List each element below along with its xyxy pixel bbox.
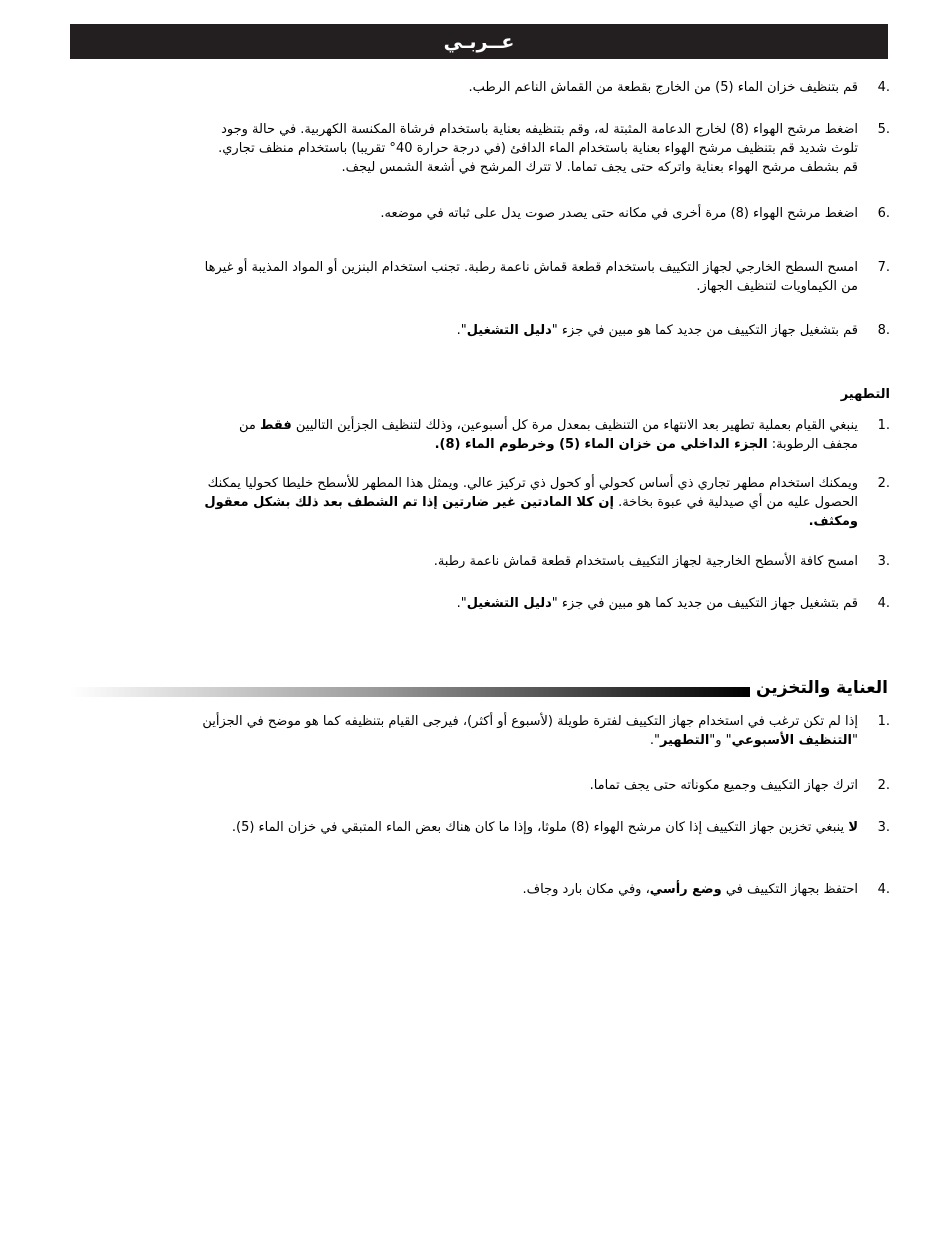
list-item <box>200 880 890 899</box>
language-title: عــربـي <box>443 30 515 53</box>
list-item-text: ينبغي القيام بعملية تطهير بعد الانتهاء من التنظيف بمعدل مرة كل أسبوعين، وذلك لتنظيف الجزأين التاليين فقط من مجفف الرطوبة: الجزء الداخلي من خزان الماء (5) وخرطوم الماء (8). <box>238 418 858 452</box>
list-item <box>200 818 890 837</box>
list-item-text: امسح السطح الخارجي لجهاز التكييف باستخدام قطعة قماش ناعمة رطبة. تجنب استخدام البنزين أو المواد المذيبة أو غيرها من الكيماويات لتنظيف الجهاز. <box>204 260 858 294</box>
list-item-text: قم بتنظيف خزان الماء (5) من الخارج بقطعة من القماش الناعم الرطب. <box>468 80 858 95</box>
list-item-text: امسح كافة الأسطح الخارجية لجهاز التكييف باستخدام قطعة قماش ناعمة رطبة. <box>433 554 858 569</box>
list-item-text: اضغط مرشح الهواء (8) مرة أخرى في مكانه حتى يصدر صوت يدل على ثباته في موضعه. <box>380 206 858 221</box>
list-item <box>200 258 890 296</box>
list-item-text: قم بتشغيل جهاز التكييف من جديد كما هو مبين في جزء "دليل التشغيل". <box>456 323 858 338</box>
language-header-bar <box>70 24 888 59</box>
gradient-divider <box>70 687 750 697</box>
list-item-number: 2. <box>877 476 890 491</box>
list-item <box>200 321 890 340</box>
list-item-number: 1. <box>877 714 890 729</box>
list-item-number: 1. <box>877 418 890 433</box>
list-item-number: 4. <box>877 596 890 611</box>
list-item <box>200 776 890 795</box>
list-item-text: قم بتشغيل جهاز التكييف من جديد كما هو مبين في جزء "دليل التشغيل". <box>456 596 858 611</box>
list-item-text: لا ينبغي تخزين جهاز التكييف إذا كان مرشح الهواء (8) ملوثا، وإذا ما كان هناك بعض الماء المتبقي في خزان الماء (5). <box>231 820 858 835</box>
list-item <box>200 594 890 613</box>
list-item-text: اضغط مرشح الهواء (8) لخارج الدعامة المثبتة له، وقم بتنظيفه بعناية باستخدام فرشاة المكنسة الكهربية. في حالة وجود تلوث شديد قم بتنظيف مرشح الهواء بعناية باستخدام الماء الدافئ (في درجة حرارة 40° تقريبا) باستخدام منظف تجاري. قم بشطف مرشح الهواء بعناية واتركه حتى يجف تماما. لا تترك المرشح في أشعة الشمس ليجف. <box>218 122 858 175</box>
list-item-text: اترك جهاز التكييف وجميع مكوناته حتى يجف تماما. <box>589 778 858 793</box>
list-item <box>200 78 890 97</box>
care-section-title: العناية والتخزين <box>756 678 888 698</box>
list-item-number: 2. <box>877 778 890 793</box>
sanitizing-heading: التطهير <box>840 387 890 402</box>
list-item-number: 6. <box>877 206 890 221</box>
list-item <box>200 416 890 454</box>
list-item <box>200 552 890 571</box>
list-item <box>200 712 890 750</box>
list-item <box>200 120 890 177</box>
list-item <box>200 204 890 223</box>
list-item-text: إذا لم تكن ترغب في استخدام جهاز التكييف لفترة طويلة (لأسبوع أو أكثر)، فيرجى القيام بتنظيفه كما هو موضح في الجزأين "التنظيف الأسبوعي" و"التطهير". <box>202 714 858 748</box>
list-item <box>200 474 890 531</box>
care-section-header <box>70 678 888 704</box>
list-item-text: احتفظ بجهاز التكييف في وضع رأسي، وفي مكان بارد وجاف. <box>522 882 858 897</box>
list-item-number: 7. <box>877 260 890 275</box>
list-item-number: 4. <box>877 882 890 897</box>
list-item-number: 3. <box>877 554 890 569</box>
list-item-text: ويمكنك استخدام مطهر تجاري ذي أساس كحولي أو كحول ذي تركيز عالي. ويمثل هذا المطهر للأسطح خليطا كحوليا يمكنك الحصول عليه من أي صيدلية في عبوة بخاخة. إن كلا المادتين غير ضارتين إذا تم الشطف بعد ذلك بشكل معقول ومكثف. <box>204 476 858 529</box>
list-item-number: 5. <box>877 122 890 137</box>
list-item-number: 8. <box>877 323 890 338</box>
list-item-number: 3. <box>877 820 890 835</box>
list-item-number: 4. <box>877 80 890 95</box>
